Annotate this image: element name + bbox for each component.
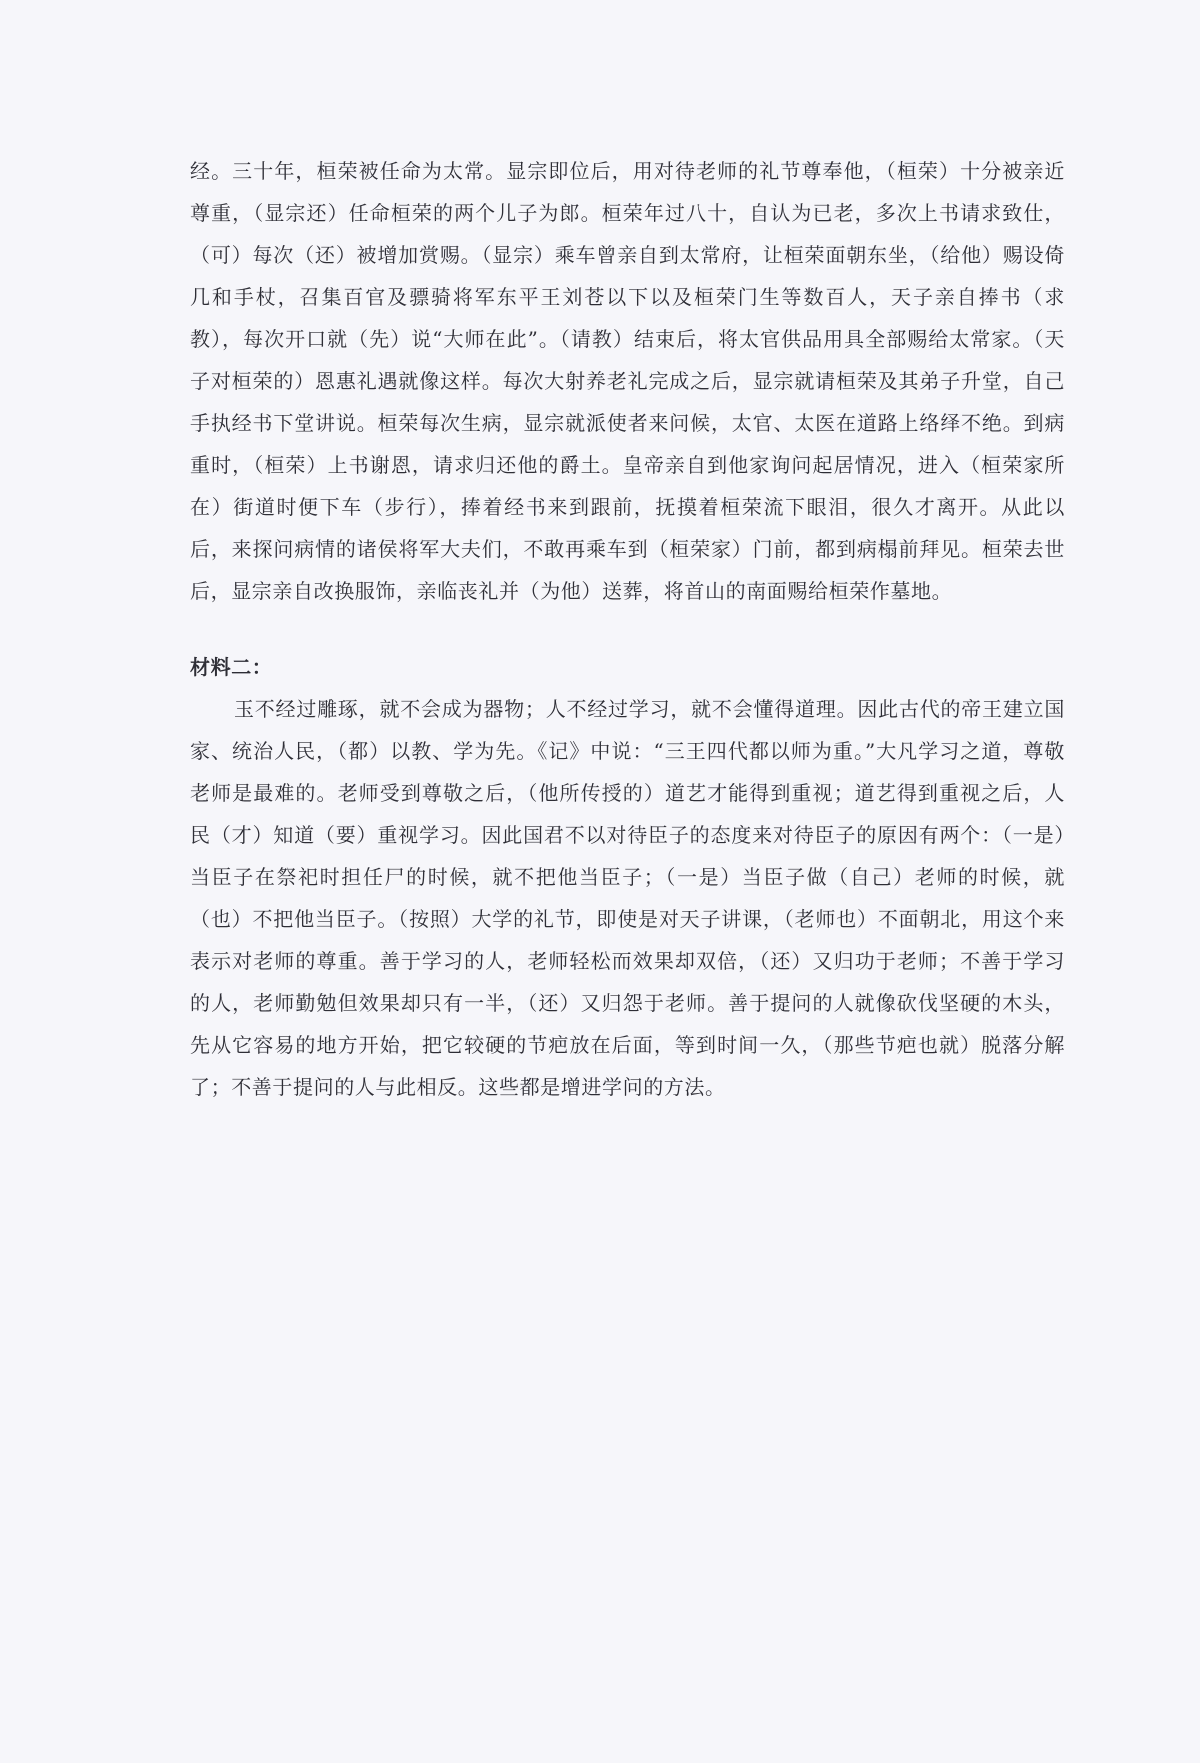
paragraph-material-2: 玉不经过雕琢，就不会成为器物；人不经过学习，就不会懂得道理。因此古代的帝王建立国家、统治人民，（都）以教、学为先。《记》中说：“三王四代都以师为重。”大凡学习之道，尊敬老师是最难的。老师受到尊敬之后，（他所传授的）道艺才能得到重视；道艺得到重视之后，人民（才）知道（要）重视学习。因此国君不以对待臣子的态度来对待臣子的原因有两个：（一是）当臣子在祭祀时担任尸的时候，就不把他当臣子；（一是）当臣子做（自己）老师的时候，就（也）不把他当臣子。（按照）大学的礼节，即使是对天子讲课，（老师也）不面朝北，用这个来表示对老师的尊重。善于学习的人，老师轻松而效果却双倍，（还）又归功于老师；不善于学习的人，老师勤勉但效果却只有一半，（还）又归怨于老师。善于提问的人就像砍伐坚硬的木头，先从它容易的地方开始，把它较硬的节疤放在后面，等到时间一久，（那些节疤也就）脱落分解了；不善于提问的人与此相反。这些都是增进学问的方法。 [190,697,1065,1099]
paragraph-material-1-continued: 经。三十年，桓荣被任命为太常。显宗即位后，用对待老师的礼节尊奉他，（桓荣）十分被亲近尊重，（显宗还）任命桓荣的两个儿子为郎。桓荣年过八十，自认为已老，多次上书请求致仕，（可）每次（还）被增加赏赐。（显宗）乘车曾亲自到太常府，让桓荣面朝东坐，（给他）赐设倚几和手杖，召集百官及骠骑将军东平王刘苍以下以及桓荣门生等数百人，天子亲自捧书（求教），每次开口就（先）说“大师在此”。（请教）结束后，将太官供品用具全部赐给太常家。（天子对桓荣的）恩惠礼遇就像这样。每次大射养老礼完成之后，显宗就请桓荣及其弟子升堂，自己手执经书下堂讲说。桓荣每次生病，显宗就派使者来问候，太官、太医在道路上络绎不绝。到病重时，（桓荣）上书谢恩，请求归还他的爵土。皇帝亲自到他家询问起居情况，进入（桓荣家所在）街道时便下车（步行），捧着经书来到跟前，抚摸着桓荣流下眼泪，很久才离开。从此以后，来探问病情的诸侯将军大夫们，不敢再乘车到（桓荣家）门前，都到病榻前拜见。桓荣去世后，显宗亲自改换服饰，亲临丧礼并（为他）送葬，将首山的南面赐给桓荣作墓地。 [190,159,1065,603]
section-heading-material-2: 材料二： [190,655,273,679]
document-body [190,150,1065,1108]
